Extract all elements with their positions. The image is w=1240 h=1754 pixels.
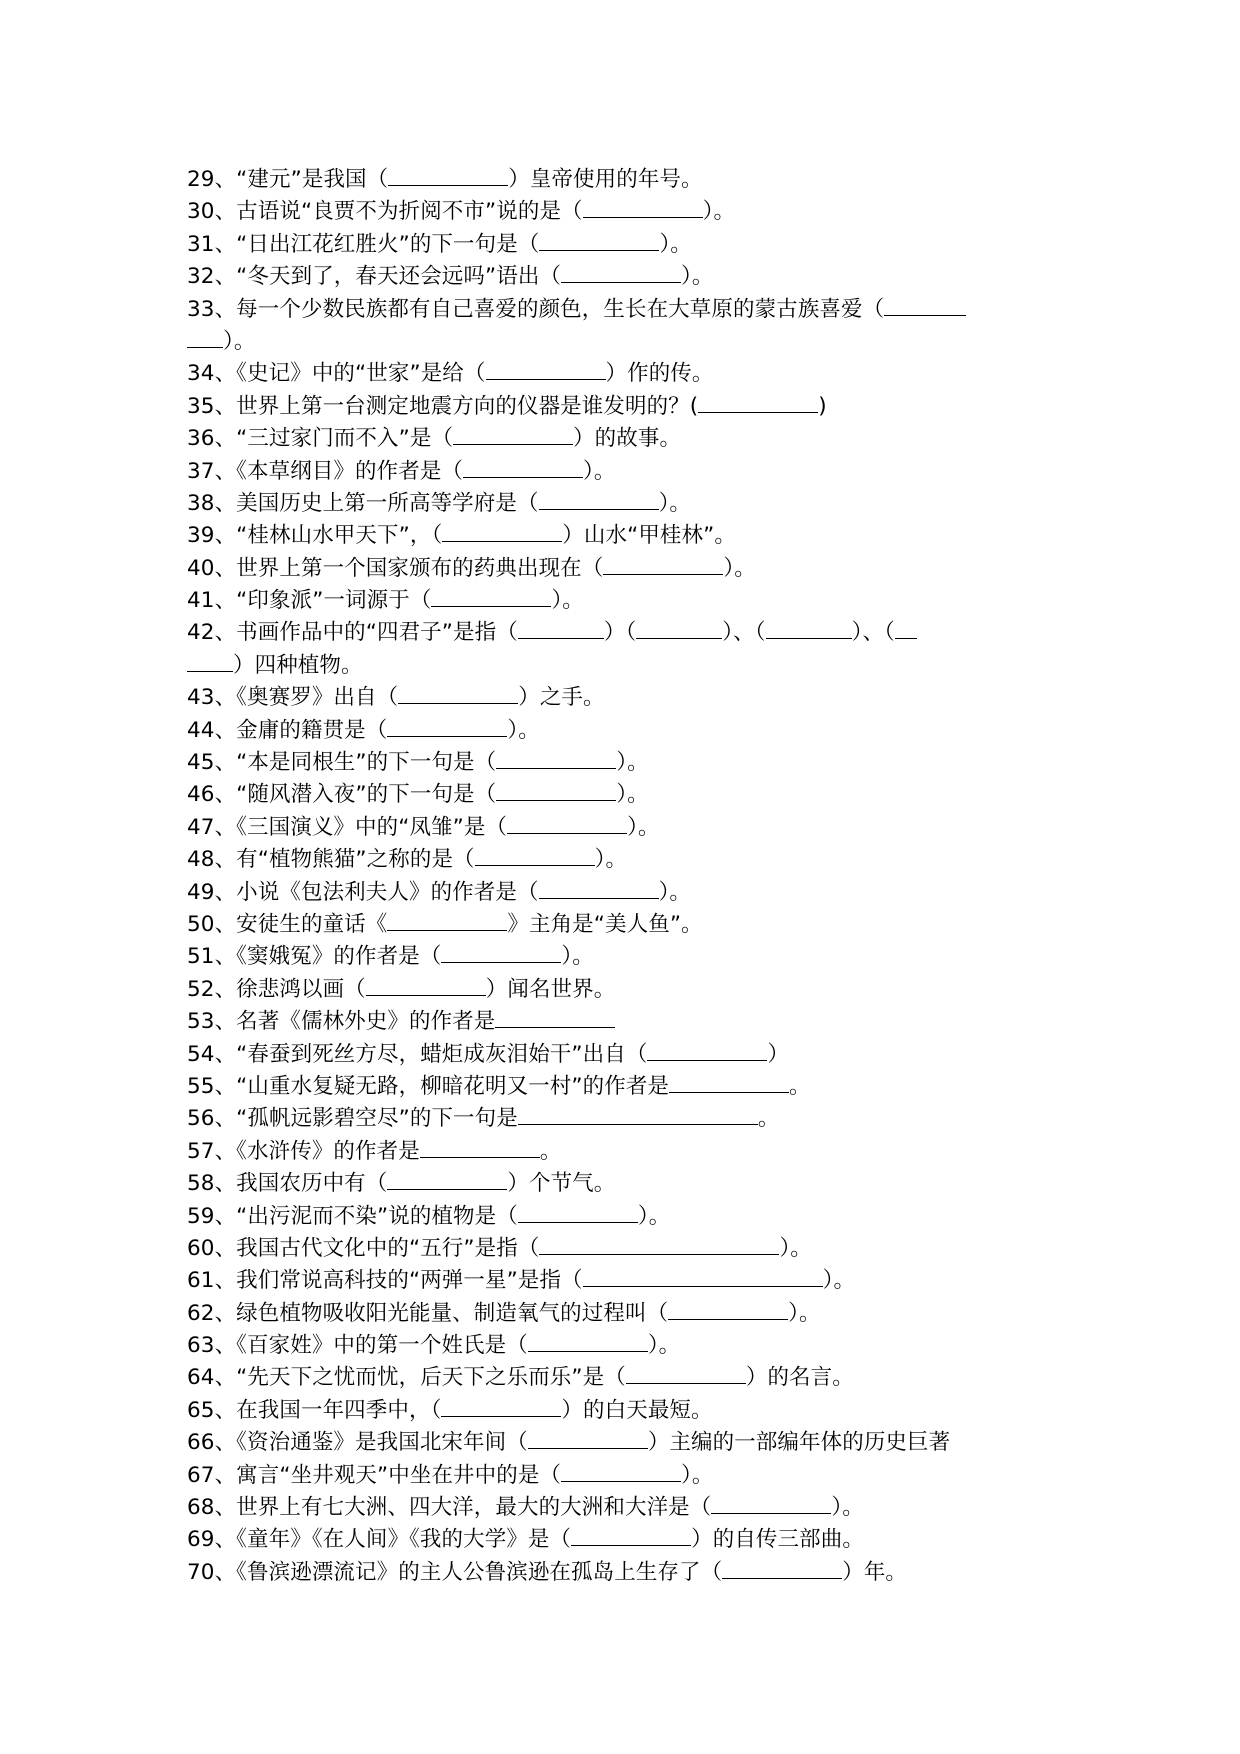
question-text: ）。 (616, 750, 649, 776)
question-number: 66 (187, 1430, 215, 1456)
question-item-57 (187, 1136, 1049, 1168)
answer-blank[interactable] (387, 718, 507, 737)
question-item-50 (187, 909, 1049, 941)
answer-blank[interactable] (453, 426, 573, 445)
question-item-58 (187, 1168, 1049, 1200)
question-text: ）。 (561, 944, 594, 970)
answer-blank[interactable] (698, 394, 818, 413)
answer-blank[interactable] (496, 750, 616, 769)
question-number: 42 (187, 620, 215, 646)
question-number: 37 (187, 458, 215, 484)
answer-blank[interactable] (388, 167, 508, 186)
question-number: 52 (187, 976, 215, 1002)
question-text: 、“日出江花红胜火”的下一句是（ (214, 231, 540, 257)
question-number: 31 (187, 231, 215, 257)
answer-blank[interactable] (626, 1365, 746, 1384)
question-item-42-cont (187, 650, 1049, 682)
question-text: 。 (789, 1073, 811, 1099)
question-item-51 (187, 941, 1049, 973)
question-item-52 (187, 974, 1049, 1006)
question-item-48 (187, 844, 1049, 876)
question-text: ）山水“甲桂林”。 (562, 523, 736, 549)
answer-blank[interactable] (507, 815, 627, 834)
question-text: ）、（ (722, 620, 766, 646)
question-number: 29 (187, 167, 215, 192)
question-text: 、“印象派”一词源于（ (214, 588, 432, 614)
question-number: 65 (187, 1397, 215, 1423)
question-item-45 (187, 747, 1049, 779)
question-text: 、《资治通鉴》是我国北宋年间（ (214, 1430, 528, 1456)
answer-blank[interactable] (603, 556, 723, 575)
question-text: ）之手。 (518, 685, 605, 711)
question-text: ）。 (788, 1300, 821, 1326)
question-text: 、名著《儒林外史》的作者是 (214, 1009, 496, 1035)
question-item-39 (187, 520, 1049, 552)
answer-blank[interactable] (711, 1495, 831, 1514)
question-text: ）。 (594, 847, 628, 873)
question-text: 。 (757, 1106, 780, 1132)
question-text: ）四种植物。 (233, 652, 363, 678)
question-text: ）、（ (851, 620, 895, 646)
question-number: 32 (187, 264, 215, 290)
question-text: 、世界上第一台测定地震方向的仪器是谁发明的？( (214, 393, 699, 419)
answer-blank[interactable] (441, 1398, 561, 1417)
question-text: 、我国古代文化中的“五行”是指（ (214, 1235, 540, 1261)
question-text: 、《鲁滨逊漂流记》的主人公鲁滨逊在孤岛上生存了（ (214, 1559, 723, 1585)
question-text: ）作的传。 (605, 361, 714, 387)
question-text: ）。 (507, 717, 540, 743)
question-number: 61 (187, 1268, 215, 1294)
question-number: 39 (187, 523, 215, 549)
question-text: 、有“植物熊猫”之称的是（ (214, 847, 475, 873)
question-item-49 (187, 877, 1049, 909)
answer-blank[interactable] (539, 880, 659, 899)
question-number: 55 (187, 1073, 215, 1099)
question-number: 50 (187, 911, 215, 937)
answer-blank[interactable] (669, 1074, 789, 1093)
question-item-63 (187, 1330, 1049, 1362)
question-number: 69 (187, 1527, 215, 1553)
question-number: 38 (187, 490, 215, 516)
question-item-54 (187, 1039, 1049, 1071)
question-item-31 (187, 229, 1049, 261)
question-text: 、世界上第一个国家颁布的药典出现在（ (214, 555, 604, 581)
answer-blank[interactable] (668, 1301, 788, 1320)
question-text: 》主角是“美人鱼”。 (507, 911, 703, 937)
question-item-30 (187, 196, 1049, 228)
question-number: 59 (187, 1203, 215, 1229)
question-item-29 (187, 164, 1049, 196)
question-text: ）。 (551, 588, 584, 614)
answer-blank[interactable] (571, 1527, 691, 1546)
question-text: 、徐悲鸿以画（ (214, 976, 366, 1002)
question-number: 35 (187, 393, 215, 419)
question-number: 43 (187, 685, 215, 711)
question-text: ）的名言。 (745, 1365, 854, 1391)
question-item-64 (187, 1362, 1049, 1394)
question-number: 36 (187, 426, 215, 452)
question-text: ）。 (658, 490, 692, 516)
question-item-33-cont (187, 326, 1049, 358)
answer-blank[interactable] (561, 264, 681, 283)
question-text: ) (818, 393, 827, 419)
answer-blank[interactable] (187, 329, 223, 348)
question-number: 34 (187, 361, 215, 387)
question-item-38 (187, 488, 1049, 520)
question-number: 46 (187, 782, 215, 808)
question-item-59 (187, 1201, 1049, 1233)
question-item-53 (187, 1006, 1049, 1038)
question-text: 、《百家姓》中的第一个姓氏是（ (214, 1333, 528, 1359)
question-item-46 (187, 779, 1049, 811)
answer-blank[interactable] (366, 977, 486, 996)
question-text: ） (767, 1041, 790, 1067)
question-text: 、“孤帆远影碧空尽”的下一句是 (214, 1106, 518, 1132)
question-text: 、古语说“良贾不为折阅不市”说的是（ (214, 199, 583, 225)
question-text: 、我们常说高科技的“两弹一星”是指（ (214, 1268, 583, 1294)
question-item-68 (187, 1492, 1049, 1524)
answer-blank[interactable] (583, 199, 703, 218)
question-text: 、《童年》《在人间》《我的大学》是（ (214, 1527, 572, 1553)
question-text: ）。 (831, 1495, 864, 1521)
question-item-55 (187, 1071, 1049, 1103)
question-number: 49 (187, 879, 215, 905)
question-item-60 (187, 1233, 1049, 1265)
question-item-44 (187, 715, 1049, 747)
question-number: 62 (187, 1300, 215, 1326)
question-text: 、寓言“坐井观天”中坐在井中的是（ (214, 1462, 562, 1488)
answer-blank[interactable] (722, 1560, 842, 1579)
answer-blank[interactable] (420, 1139, 540, 1158)
answer-blank[interactable] (766, 620, 852, 639)
question-text: 、“冬天到了，春天还会远吗”语出（ (214, 264, 562, 290)
answer-blank[interactable] (518, 1106, 758, 1125)
question-text: ）（ (603, 620, 637, 646)
question-text: ）的故事。 (573, 426, 682, 452)
question-text: 、“随风潜入夜”的下一句是（ (214, 782, 497, 808)
question-text: ）的白天最短。 (561, 1397, 713, 1423)
answer-blank[interactable] (387, 1171, 507, 1190)
question-item-61 (187, 1265, 1049, 1297)
question-number: 63 (187, 1333, 215, 1359)
question-text: ）。 (723, 555, 756, 581)
question-text: 、“春蚕到死丝方尽，蜡炬成灰泪始干”出自（ (214, 1041, 648, 1067)
question-item-36 (187, 423, 1049, 455)
question-text: ）主编的一部编年体的历史巨著 (647, 1430, 951, 1456)
question-text: 、每一个少数民族都有自己喜爱的颜色，生长在大草原的蒙古族喜爱（ (214, 296, 885, 322)
question-text: 、《窦娥冤》的作者是（ (214, 944, 442, 970)
answer-blank[interactable] (539, 1236, 779, 1255)
question-text: 、美国历史上第一所高等学府是（ (214, 490, 539, 516)
question-item-67 (187, 1460, 1049, 1492)
question-item-33 (187, 294, 1049, 326)
question-text: 、“建元”是我国（ (214, 167, 389, 192)
question-item-34 (187, 358, 1049, 390)
question-item-41 (187, 585, 1049, 617)
question-item-47 (187, 812, 1049, 844)
question-text: 、安徒生的童话《 (214, 911, 388, 937)
answer-blank[interactable] (442, 523, 562, 542)
question-text: 、《三国演义》中的“凤雏”是（ (214, 814, 508, 840)
question-text: ）。 (616, 782, 649, 808)
question-text: 、“本是同根生”的下一句是（ (214, 750, 497, 776)
question-number: 60 (187, 1235, 215, 1261)
question-text: ）。 (637, 1203, 671, 1229)
question-item-65 (187, 1395, 1049, 1427)
question-text: ）年。 (842, 1559, 908, 1585)
question-text: ）。 (659, 231, 692, 257)
question-item-40 (187, 553, 1049, 585)
question-item-37 (187, 456, 1049, 488)
question-number: 54 (187, 1041, 215, 1067)
question-text: ）皇帝使用的年号。 (508, 167, 703, 192)
question-item-56 (187, 1103, 1049, 1135)
question-item-35 (187, 391, 1049, 423)
question-number: 44 (187, 717, 215, 743)
question-text: ）。 (779, 1235, 812, 1261)
answer-blank[interactable] (496, 782, 616, 801)
question-number: 47 (187, 814, 215, 840)
question-text: ）。 (658, 879, 692, 905)
question-number: 68 (187, 1495, 215, 1521)
question-text: ）闻名世界。 (485, 976, 616, 1002)
question-text: ）。 (822, 1268, 856, 1294)
question-text: 、“先天下之忧而忧，后天下之乐而乐”是（ (214, 1365, 626, 1391)
question-text: ）。 (681, 1462, 714, 1488)
question-text: ）。 (583, 458, 616, 484)
question-list (187, 164, 1049, 1589)
question-number: 40 (187, 555, 215, 581)
question-number: 53 (187, 1009, 215, 1035)
answer-blank[interactable] (518, 620, 604, 639)
question-number: 51 (187, 944, 215, 970)
answer-blank[interactable] (475, 847, 595, 866)
question-number: 64 (187, 1365, 215, 1391)
question-number: 41 (187, 588, 215, 614)
question-number: 33 (187, 296, 215, 322)
question-text: 。 (539, 1138, 562, 1164)
answer-blank[interactable] (647, 1042, 767, 1061)
answer-blank[interactable] (895, 620, 917, 639)
question-item-69 (187, 1524, 1049, 1556)
answer-blank[interactable] (441, 944, 561, 963)
question-text: 、小说《包法利夫人》的作者是（ (214, 879, 539, 905)
answer-blank[interactable] (539, 491, 659, 510)
answer-blank[interactable] (583, 1268, 823, 1287)
question-text: 、绿色植物吸收阳光能量、制造氧气的过程叫（ (214, 1300, 669, 1326)
answer-blank[interactable] (518, 1204, 638, 1223)
question-text: 、“三过家门而不入”是（ (214, 426, 454, 452)
question-text: 、金庸的籍贯是（ (214, 717, 388, 743)
question-item-62 (187, 1298, 1049, 1330)
question-number: 70 (187, 1559, 215, 1585)
answer-blank[interactable] (561, 1463, 681, 1482)
answer-blank[interactable] (431, 588, 551, 607)
answer-blank[interactable] (463, 459, 583, 478)
answer-blank[interactable] (636, 620, 722, 639)
question-number: 67 (187, 1462, 215, 1488)
question-text: 、世界上有七大洲、四大洋，最大的大洲和大洋是（ (214, 1495, 712, 1521)
answer-blank[interactable] (486, 361, 606, 380)
question-text: 、书画作品中的“四君子”是指（ (214, 620, 518, 646)
answer-blank[interactable] (884, 297, 966, 316)
question-text: ）。 (647, 1333, 681, 1359)
question-text: ）。 (702, 199, 736, 225)
question-text: 、《本草纲目》的作者是（ (214, 458, 464, 484)
answer-blank[interactable] (528, 1430, 648, 1449)
answer-blank[interactable] (187, 653, 233, 672)
answer-blank[interactable] (528, 1333, 648, 1352)
question-text: ）个节气。 (507, 1171, 616, 1197)
question-number: 30 (187, 199, 215, 225)
question-number: 56 (187, 1106, 215, 1132)
question-text: ）。 (627, 814, 660, 840)
question-text: ）。 (223, 328, 256, 354)
question-text: 、《奥赛罗》出自（ (214, 685, 399, 711)
question-text: ）的自传三部曲。 (691, 1527, 864, 1553)
question-item-43 (187, 682, 1049, 714)
question-text: 、我国农历中有（ (214, 1171, 388, 1197)
question-text: 、“出污泥而不染”说的植物是（ (214, 1203, 518, 1229)
question-text: 、在我国一年四季中，（ (214, 1397, 442, 1423)
question-number: 58 (187, 1171, 215, 1197)
question-text: 、“桂林山水甲天下”，（ (214, 523, 443, 549)
answer-blank[interactable] (398, 685, 518, 704)
answer-blank[interactable] (539, 232, 659, 251)
question-text: 、“山重水复疑无路，柳暗花明又一村”的作者是 (214, 1073, 670, 1099)
question-text: 、《水浒传》的作者是 (214, 1138, 420, 1164)
question-item-70 (187, 1557, 1049, 1589)
question-text: 、《史记》中的“世家”是给（ (214, 361, 486, 387)
question-number: 57 (187, 1138, 215, 1164)
question-number: 48 (187, 847, 215, 873)
question-item-66 (187, 1427, 1049, 1459)
question-text: ）。 (681, 264, 714, 290)
answer-blank[interactable] (495, 1009, 615, 1028)
question-item-42 (187, 617, 1049, 649)
question-item-32 (187, 261, 1049, 293)
question-number: 45 (187, 750, 215, 776)
answer-blank[interactable] (387, 912, 507, 931)
